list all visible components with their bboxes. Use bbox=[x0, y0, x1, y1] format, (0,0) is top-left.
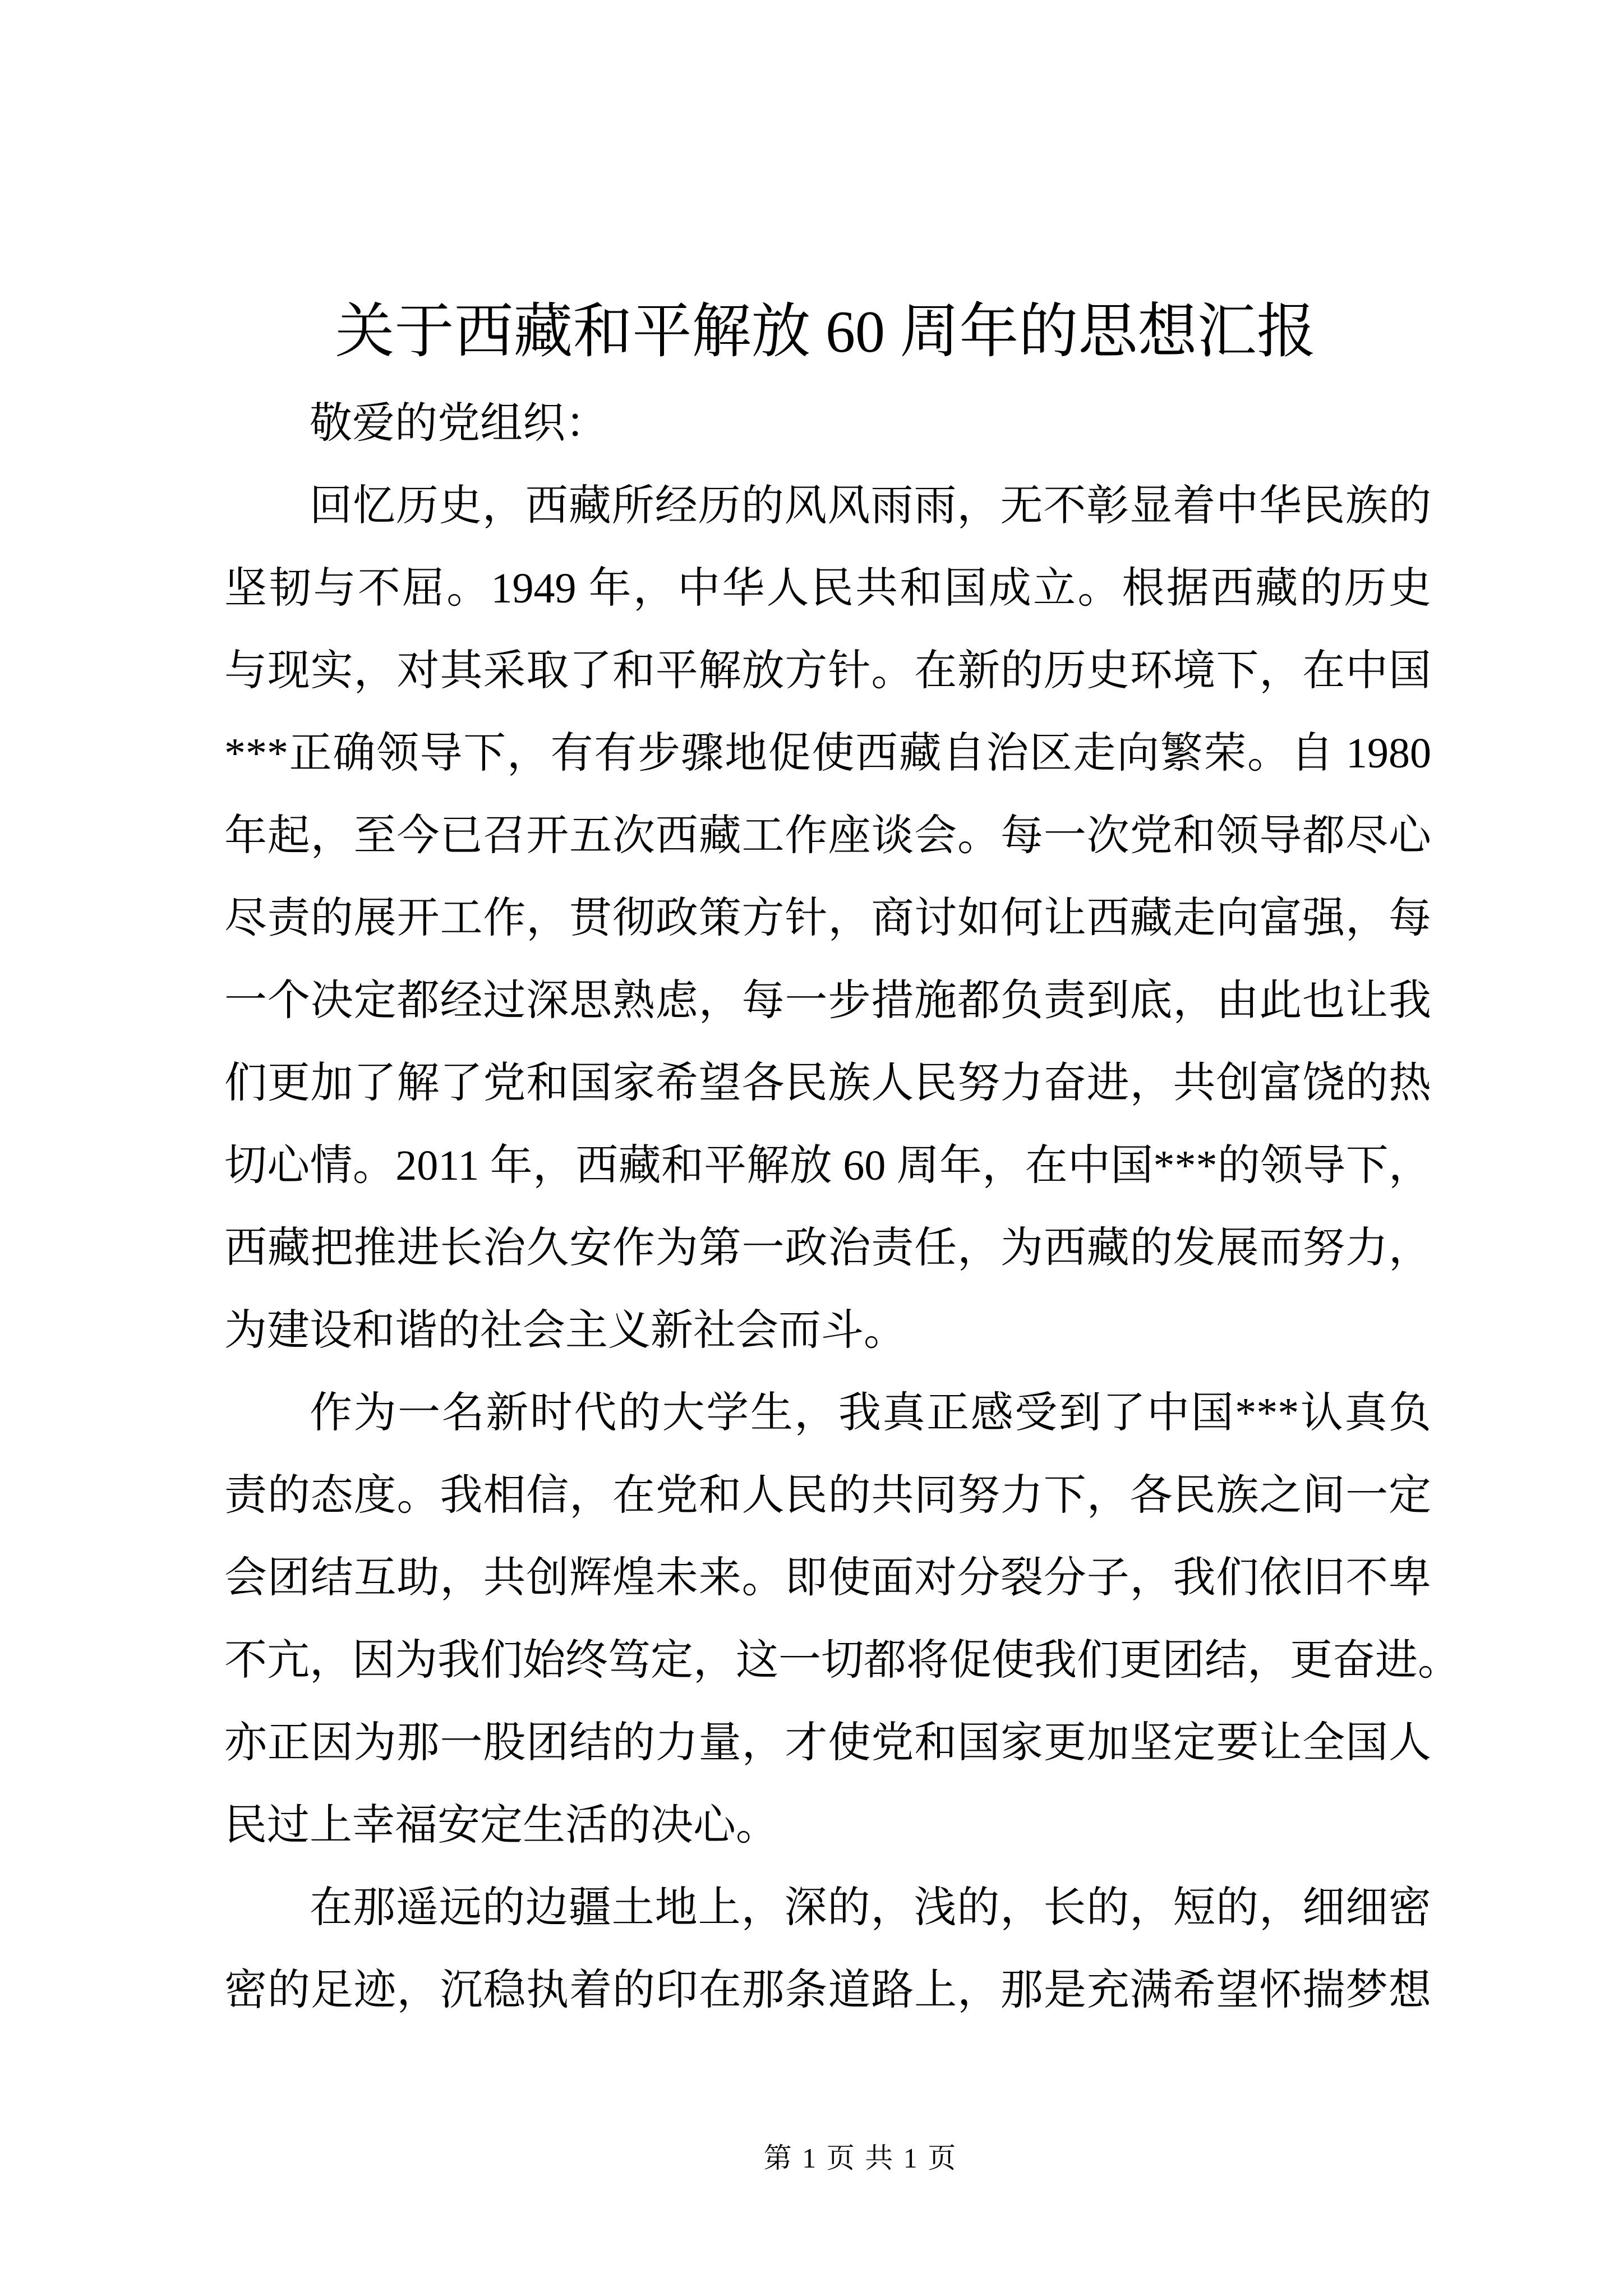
body-line: 亦正因为那一股团结的力量，才使党和国家更加坚定要让全国人 bbox=[224, 1719, 1431, 1766]
body-line: 尽责的展开工作，贯彻政策方针，商讨如何让西藏走向富强，每 bbox=[224, 895, 1431, 942]
page-footer: 第 1 页 共 1 页 bbox=[763, 2142, 956, 2174]
paragraph bbox=[224, 465, 1431, 1372]
body-line: 作为一名新时代的大学生，我真正感受到了中国***认真负 bbox=[310, 1389, 1431, 1437]
paragraph bbox=[224, 1372, 1460, 1867]
body-line: 切心情。2011 年，西藏和平解放 60 周年，在中国***的领导下， bbox=[224, 1142, 1431, 1189]
salutation: 敬爱的党组织： bbox=[310, 400, 608, 447]
body-line: 不亢，因为我们始终笃定，这一切都将促使我们更团结，更奋进。 bbox=[224, 1637, 1460, 1684]
paragraph bbox=[224, 1867, 1431, 2032]
body-line: ***正确领导下，有有步骤地促使西藏自治区走向繁荣。自 1980 bbox=[224, 730, 1431, 777]
body-line: 为建设和谐的社会主义新社会而斗。 bbox=[224, 1307, 906, 1354]
body-line: 西藏把推进长治久安作为第一政治责任，为西藏的发展而努力， bbox=[224, 1225, 1431, 1272]
body-line: 们更加了解了党和国家希望各民族人民努力奋进，共创富饶的热 bbox=[224, 1060, 1431, 1107]
body-line: 民过上幸福安定生活的决心。 bbox=[224, 1802, 778, 1849]
body-line: 年起，至今已召开五次西藏工作座谈会。每一次党和领导都尽心 bbox=[224, 812, 1431, 859]
body-line: 坚韧与不屈。1949 年，中华人民共和国成立。根据西藏的历史 bbox=[224, 565, 1431, 612]
body-line: 责的态度。我相信，在党和人民的共同努力下，各民族之间一定 bbox=[224, 1472, 1431, 1519]
body-line: 一个决定都经过深思熟虑，每一步措施都负责到底，由此也让我 bbox=[224, 977, 1431, 1024]
document-body bbox=[224, 383, 1460, 2032]
body-line: 密的足迹，沉稳执着的印在那条道路上，那是充满希望怀揣梦想 bbox=[224, 1967, 1431, 2014]
body-line: 与现实，对其采取了和平解放方针。在新的历史环境下，在中国 bbox=[224, 647, 1431, 694]
body-line: 回忆历史，西藏所经历的风风雨雨，无不彰显着中华民族的 bbox=[310, 482, 1431, 530]
page-title: 关于西藏和平解放 60 周年的思想汇报 bbox=[335, 299, 1316, 365]
body-line: 会团结互助，共创辉煌未来。即使面对分裂分子，我们依旧不卑 bbox=[224, 1554, 1431, 1602]
body-line: 在那遥远的边疆土地上，深的，浅的，长的，短的，细细密 bbox=[310, 1884, 1431, 1931]
